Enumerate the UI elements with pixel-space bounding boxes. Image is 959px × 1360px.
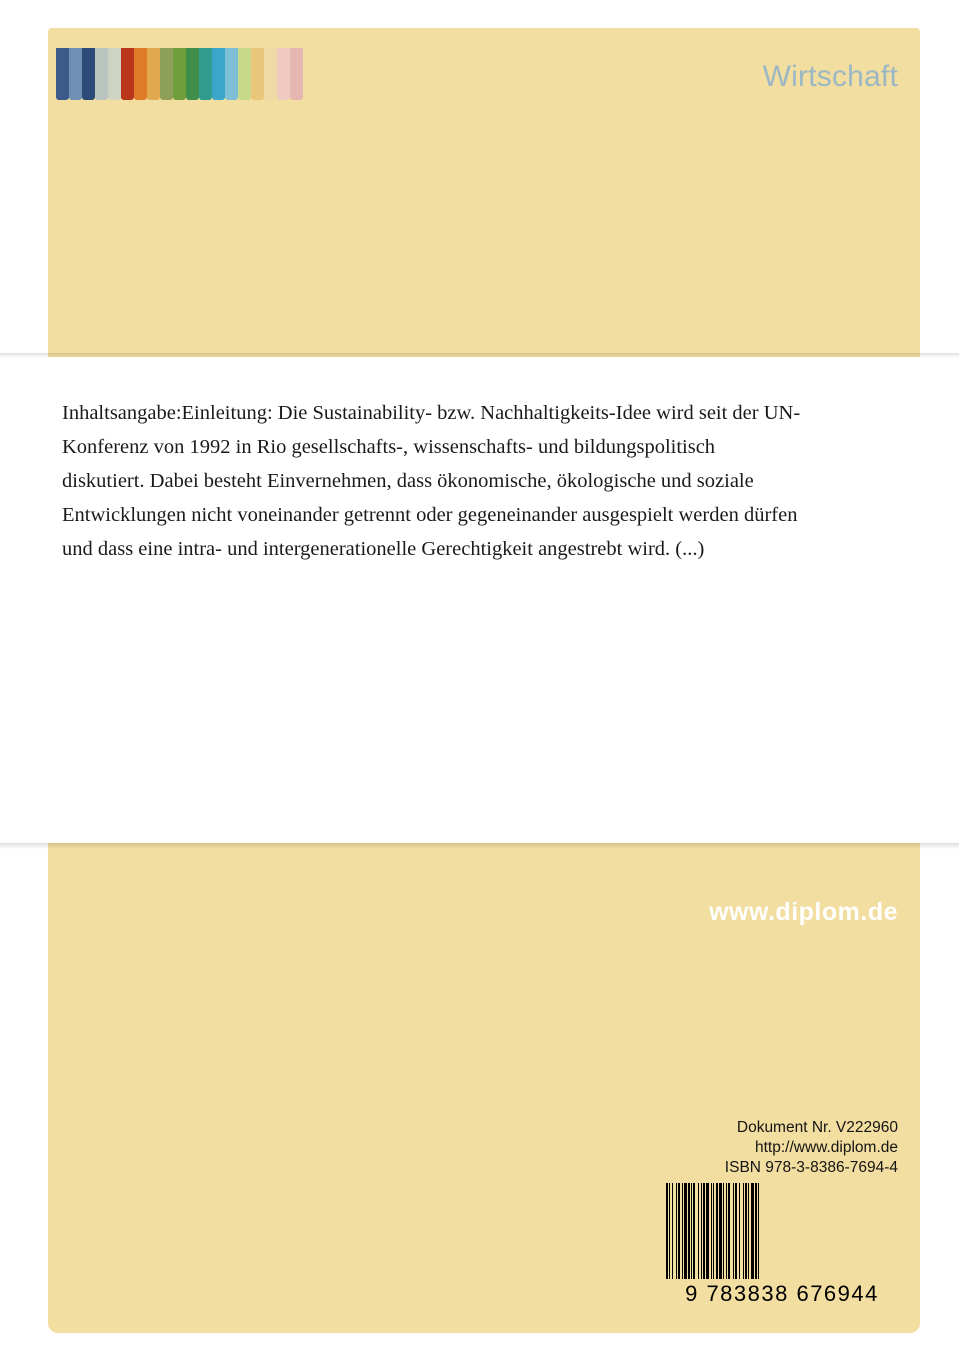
barcode-number: 9 783838 676944	[685, 1281, 879, 1306]
barcode-bar	[759, 1183, 760, 1279]
stripe-13	[225, 48, 238, 100]
document-isbn: ISBN 978-3-8386-7694-4	[724, 1159, 898, 1176]
stripe-8	[160, 48, 173, 100]
stripe-16	[264, 48, 277, 100]
blurb-band-shadow-top	[0, 353, 959, 358]
stripe-11	[199, 48, 212, 100]
document-number: Dokument Nr. V222960	[736, 1119, 898, 1136]
stripe-17	[277, 48, 290, 100]
stripe-3	[95, 48, 108, 100]
stripe-7	[147, 48, 160, 100]
stripe-12	[212, 48, 225, 100]
category-label: Wirtschaft	[762, 60, 898, 93]
stripe-1	[69, 48, 82, 100]
stripe-9	[173, 48, 186, 100]
stripe-4	[108, 48, 121, 100]
blurb-text: Inhaltsangabe:Einleitung: Die Sustainability- bzw. Nachhaltigkeits-Idee wird seit der UN-Konferenz von 1992 in Rio gesellschafts-, wissenschafts- und bildungspolitisch diskutiert. Dabei besteht Einvernehmen, dass ökonomische, ökologische und soziale Entwicklungen nicht voneinander getrennt oder gegeneinander ausgespielt werden dürfen und dass eine intra- und intergenerationelle Gerechtigkeit angestrebt wird. (...)	[62, 402, 801, 560]
document-url: http://www.diplom.de	[754, 1139, 898, 1156]
barcode-block	[666, 1183, 898, 1307]
publisher-website-label: www.diplom.de	[709, 898, 898, 926]
stripe-18	[290, 48, 303, 100]
stripe-14	[238, 48, 251, 100]
stripe-15	[251, 48, 264, 100]
stripe-5	[121, 48, 134, 100]
barcode-bars	[666, 1183, 898, 1279]
stripe-2	[82, 48, 95, 100]
stripe-10	[186, 48, 199, 100]
blurb-band-shadow-bottom	[0, 843, 959, 849]
document-info-block	[725, 1118, 898, 1178]
stripe-decoration	[56, 48, 303, 100]
stripe-6	[134, 48, 147, 100]
stripe-0	[56, 48, 69, 100]
